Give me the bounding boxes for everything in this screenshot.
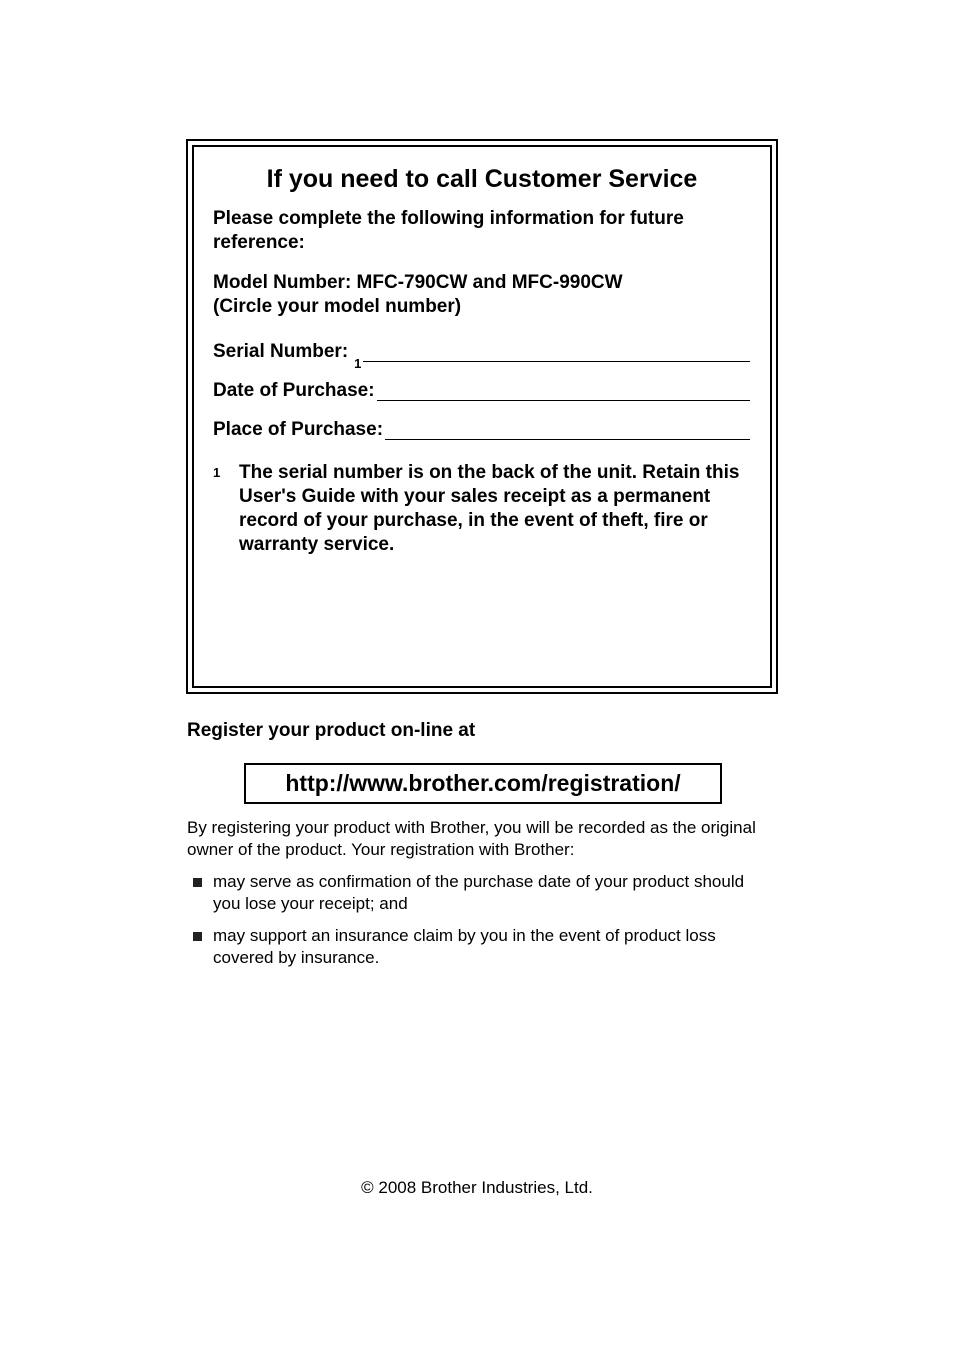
date-of-purchase-field — [213, 379, 750, 403]
intro-text — [213, 207, 753, 255]
footnote-text: The serial number is on the back of the unit. Retain this User's Guide with your sales receipt as a permanent record of your purchase, in the event of theft, fire or warranty service. — [239, 462, 740, 555]
date-of-purchase-blank-line — [377, 382, 750, 401]
square-bullet-icon — [193, 878, 202, 887]
customer-service-box — [186, 139, 778, 694]
serial-number-blank-line — [363, 343, 750, 362]
registration-url-link[interactable]: http://www.brother.com/registration/ — [244, 763, 722, 804]
place-of-purchase-field — [213, 418, 750, 442]
place-of-purchase-label: Place of Purchase: — [213, 419, 384, 440]
list-item-text: may serve as confirmation of the purchase date of your product should you lose your receipt; and — [213, 872, 745, 913]
place-of-purchase-blank-line — [385, 421, 750, 440]
copyright-notice: © 2008 Brother Industries, Ltd. — [361, 1178, 593, 1197]
list-item-text: may support an insurance claim by you in the event of product loss covered by insurance. — [213, 926, 716, 967]
intro-line: Please complete the following information for future reference: — [213, 208, 684, 253]
register-heading: Register your product on-line at — [187, 720, 476, 741]
serial-footnote — [213, 461, 746, 557]
date-of-purchase-label: Date of Purchase: — [213, 380, 375, 401]
serial-number-label: Serial Number: — [213, 341, 349, 362]
customer-service-title: If you need to call Customer Service — [266, 165, 698, 193]
square-bullet-icon — [193, 932, 202, 941]
list-item — [193, 871, 773, 915]
model-circle-instruction: (Circle your model number) — [213, 296, 462, 317]
footnote-number: 1 — [213, 465, 221, 480]
model-number-line: Model Number: MFC-790CW and MFC-990CW — [213, 272, 623, 293]
list-item — [193, 925, 773, 969]
serial-number-field: Serial Number: 1 — [213, 340, 750, 364]
model-number-block — [213, 271, 623, 319]
customer-service-box-inner — [192, 145, 772, 688]
registration-description: By registering your product with Brother, you will be recorded as the original owner of the product. Your registration with Brother: — [187, 818, 756, 859]
